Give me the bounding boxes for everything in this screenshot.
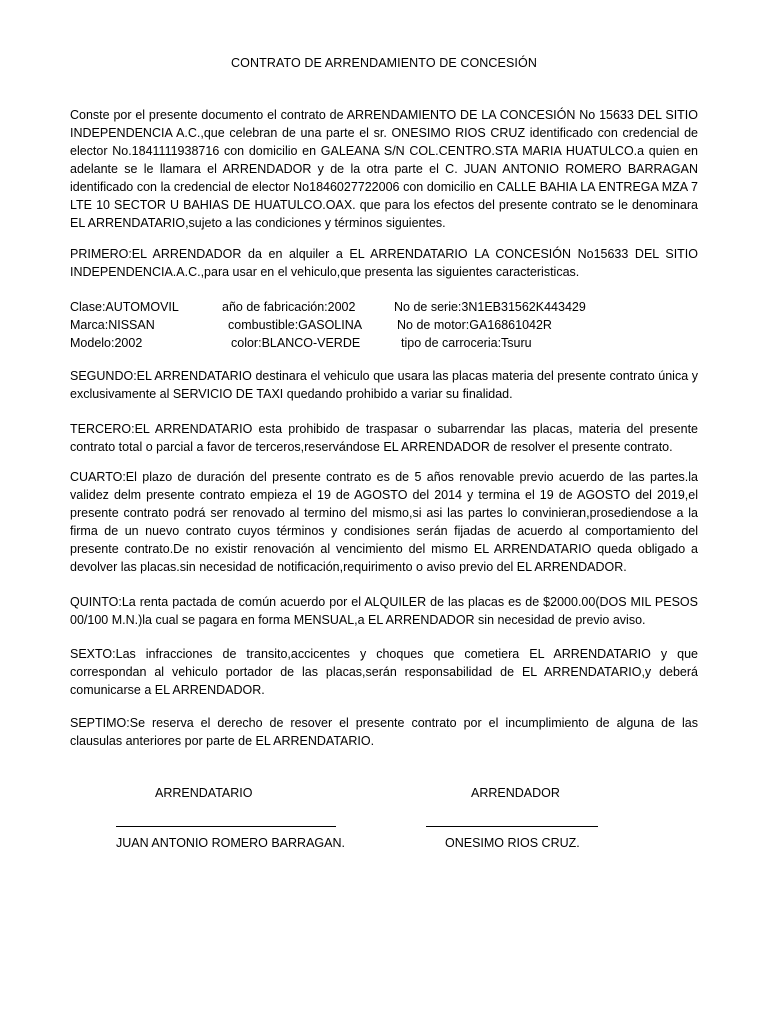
spec-clase: Clase:AUTOMOVIL [70, 300, 179, 314]
spec-row [70, 298, 698, 316]
spec-motor: No de motor:GA16861042R [397, 318, 552, 332]
clause-sexto: SEXTO:Las infracciones de transito,accicentes y choques que cometiera EL ARRENDATARIO y que correspondan al vehiculo portador de las placas,serán responsabilidad de EL ARRENDATARIO,y deberá comunicarse a EL ARRENDADOR. [70, 647, 698, 697]
spec-year: año de fabricación:2002 [222, 300, 356, 314]
spec-row [70, 334, 698, 352]
signature-name-arrendador: ONESIMO RIOS CRUZ. [445, 836, 580, 850]
signature-name-arrendatario: JUAN ANTONIO ROMERO BARRAGAN. [116, 836, 345, 850]
spec-color: color:BLANCO-VERDE [231, 336, 361, 350]
signature-label-arrendador: ARRENDADOR [471, 786, 560, 800]
clause-segundo: SEGUNDO:EL ARRENDATARIO destinara el vehiculo que usara las placas materia del presente contrato única y exclusivamente al SERVICIO DE TAXI quedando prohibido a variar su finalidad. [70, 369, 698, 401]
spec-serial: No de serie:3N1EB31562K443429 [394, 300, 586, 314]
clause-cuarto: CUARTO:El plazo de duración del presente contrato es de 5 años renovable previo acuerdo de las partes.la validez delm presente contrato empieza el 19 de AGOSTO del 2014 y termina el 19 de AGOSTO del 2019,el presente contrato podrá ser renovado al termino del mismo,si asi las partes lo convinieran,prosediendose a la firma de un nuevo contrato cuyos términos y condisiones serán fijadas de acuerdo al comportamiento del presente contrato.De no existir renovación al vencimiento del mismo EL ARRENDATARIO queda obligado a devolver las placas.sin necesidad de notificación,requirimento o aviso previo del EL ARRENDADOR. [70, 470, 698, 574]
signature-line-arrendatario [116, 826, 336, 827]
vehicle-specs [70, 298, 698, 352]
intro-paragraph: Conste por el presente documento el contrato de ARRENDAMIENTO DE LA CONCESIÓN No 15633 DEL SITIO INDEPENDENCIA A.C.,que celebran de una parte el sr. ONESIMO RIOS CRUZ identificado con credencial de elector No.1841111938716 con domicilio en GALEANA S/N COL.CENTRO.STA MARIA HUATULCO.a quien en adelante se le llamara el ARRENDADOR y de la otra parte el C. JUAN ANTONIO ROMERO BARRAGAN identificado con la credencial de elector No1846027722006 con domicilio en CALLE BAHIA LA ENTREGA MZA 7 LTE 10 SECTOR U BAHIAS DE HUATULCO.OAX. que para los efectos del presente contrato se le denominara EL ARRENDATARIO,sujeto a las condiciones y términos siguientes. [70, 108, 698, 230]
signature-label-arrendatario: ARRENDATARIO [155, 786, 253, 800]
clause-septimo: SEPTIMO:Se reserva el derecho de resover el presente contrato por el incumplimiento de alguna de las clausulas anteriores por parte de EL ARRENDATARIO. [70, 716, 698, 748]
clause-primero: PRIMERO:EL ARRENDADOR da en alquiler a EL ARRENDATARIO LA CONCESIÓN No15633 DEL SITIO INDEPENDENCIA.A.C.,para usar en el vehiculo,que presenta las siguientes caracteristicas. [70, 247, 698, 279]
spec-modelo: Modelo:2002 [70, 336, 143, 350]
spec-body: tipo de carroceria:Tsuru [401, 336, 532, 350]
spec-row [70, 316, 698, 334]
spec-fuel: combustible:GASOLINA [228, 318, 363, 332]
document-title: CONTRATO DE ARRENDAMIENTO DE CONCESIÓN [231, 56, 537, 70]
signature-line-arrendador [426, 826, 598, 827]
clause-quinto: QUINTO:La renta pactada de común acuerdo por el ALQUILER de las placas es de $2000.00(DOS MIL PESOS 00/100 M.N.)la cual se pagara en forma MENSUAL,a EL ARRENDADOR sin necesidad de previo aviso. [70, 595, 698, 627]
clause-tercero: TERCERO:EL ARRENDATARIO esta prohibido de traspasar o subarrendar las placas, materia del presente contrato total o parcial a favor de terceros,reservándose EL ARRENDADOR de resolver el presente contrato. [70, 422, 698, 454]
spec-marca: Marca:NISSAN [70, 318, 155, 332]
